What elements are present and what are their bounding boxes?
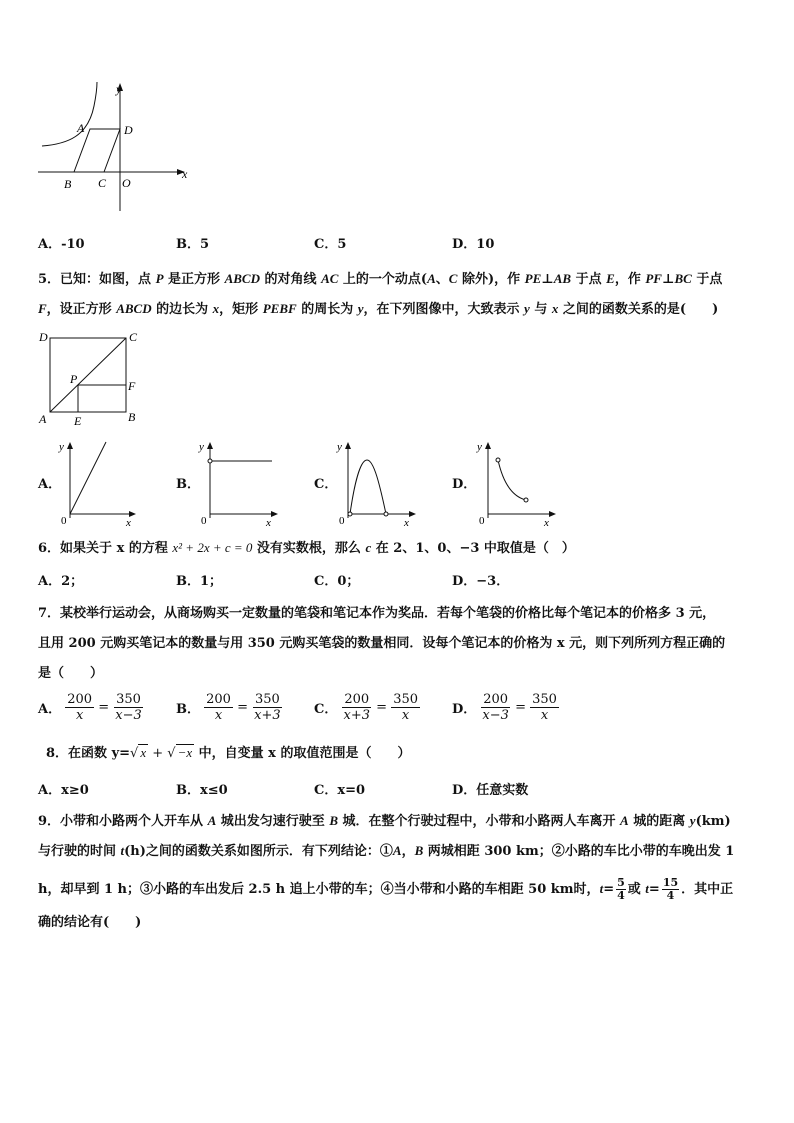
q5-text: 的边长为: [151, 302, 213, 317]
q6-option-d: D．−3．: [452, 574, 510, 589]
q7-c-left-den: x+3: [343, 708, 370, 723]
q5-line-2: [38, 298, 718, 321]
q7-c-right-den: x: [401, 708, 410, 723]
q7-a-left-den: x: [75, 708, 84, 723]
q9-text: 城出发匀速行驶至: [216, 814, 330, 829]
q7-c-left-num: 200: [344, 692, 370, 707]
q5-text: ，矩形: [219, 302, 263, 317]
q9-text: 9．小带和小路两个人开车从: [38, 814, 208, 829]
q5-option-b-label: B．: [176, 477, 200, 492]
q5-text: 于点: [571, 272, 607, 287]
q5-text: ，在下列图像中，大致表示: [363, 302, 525, 317]
q7-option-b-label: B．: [176, 702, 200, 717]
q5-text: 、: [435, 272, 449, 287]
q5d-open-point-left: [496, 458, 500, 462]
q4-label-y: y: [116, 82, 122, 96]
q9-line-3: [38, 874, 733, 905]
q5-option-b-graph: [198, 438, 282, 528]
q5a-label-x: x: [126, 517, 131, 528]
q4-option-d-label: D．: [452, 237, 477, 252]
q5-text: 上的一个动点(: [338, 272, 428, 287]
q5b-label-y: y: [199, 441, 204, 453]
q8-radicand-2: −x: [177, 745, 193, 760]
q5d-curve: [498, 460, 526, 500]
q5-text: 于点: [691, 272, 723, 287]
q5-text: 的周长为: [296, 302, 358, 317]
q5-text: ，设正方形: [46, 302, 117, 317]
q7-a-left-num: 200: [67, 692, 93, 707]
q9-text: 两城相距 300 km；②小路的车比小带的车晚出发 1: [423, 844, 735, 859]
q9-var-a: A: [207, 813, 217, 828]
q5-square-figure: [36, 328, 146, 428]
q9-text: (h)之间的函数关系如图所示．有下列结论：①: [124, 844, 393, 859]
q5-var-ac: AC: [321, 271, 339, 286]
q5c-x-arrow: [409, 511, 416, 517]
q5-label-a: A: [39, 412, 47, 426]
q5-label-c: C: [129, 330, 138, 344]
q5b-x-arrow: [271, 511, 278, 517]
q9-frac2-den: 4: [666, 889, 675, 902]
q9-line-1: [38, 810, 731, 833]
q7-b-right-fraction: [252, 692, 283, 723]
q4-label-a: A: [77, 121, 85, 135]
q5-label-p: P: [70, 372, 78, 386]
q4-option-a-value: -10: [61, 237, 85, 252]
q7-d-left-fraction: [480, 692, 511, 723]
q5-option-c-graph: [336, 438, 420, 528]
q9-var-t: t: [599, 881, 604, 896]
q9-line-4: 确的结论有( ): [38, 915, 142, 930]
q4-option-a: [38, 233, 85, 252]
q7-c-equals: =: [376, 700, 388, 715]
q6-var-c: c: [365, 540, 372, 555]
q7-d-right-fraction: [530, 692, 559, 723]
q5-var-e: E: [606, 271, 615, 286]
q5b-label-o: 0: [201, 515, 207, 527]
q7-option-c: [314, 692, 420, 723]
q5c-label-y: y: [337, 441, 342, 453]
q8-text: 中，自变量 x 的取值范围是（ ）: [194, 746, 411, 761]
q9-text: 与行驶的时间: [38, 844, 121, 859]
q5d-label-x: x: [544, 517, 549, 528]
q5-text: 的对角线: [260, 272, 322, 287]
q6-stem: [38, 537, 575, 560]
q5-option-c-label: C．: [314, 477, 338, 492]
q5-var-c: C: [448, 271, 458, 286]
q7-b-left-den: x: [214, 708, 223, 723]
q5d-x-arrow: [549, 511, 556, 517]
q5-var-pe-ab: PE⊥AB: [524, 271, 572, 286]
q5a-line: [70, 442, 106, 514]
q5-option-d-graph: [476, 438, 560, 528]
q9-text: 城的距离: [628, 814, 690, 829]
q8-option-a: A．x≥0: [38, 783, 89, 798]
q7-option-a: [38, 692, 144, 723]
q5c-label-o: 0: [339, 515, 345, 527]
q4-label-b: B: [64, 177, 72, 191]
q5-var-x: x: [212, 301, 220, 316]
q4-option-b: [176, 233, 209, 252]
q7-b-equals: =: [237, 700, 249, 715]
q5-var-p: P: [155, 271, 164, 286]
q7-a-right-den: x−3: [115, 708, 142, 723]
q8-option-b: B．x≤0: [176, 783, 228, 798]
q9-var-a: A: [620, 813, 629, 828]
q6-text: 6．如果关于 x 的方程: [38, 541, 173, 556]
q9-text: ．其中正: [681, 882, 734, 897]
q7-line-2: 且用 200 元购买笔记本的数量与用 350 元购买笔袋的数量相同．设每个笔记本的价格为 x 元，则下列所列方程正确的: [38, 636, 726, 651]
q9-var-t: t: [120, 843, 125, 858]
q8-text: 8．在函数 y=: [46, 746, 131, 761]
q5-option-a-graph: [58, 438, 138, 528]
q5-text: 是正方形: [163, 272, 225, 287]
q6-text: 在 2、1、0、−3 中取值是（ ）: [371, 541, 575, 556]
q5-var-y: y: [357, 301, 364, 316]
q8-option-c: C．x=0: [314, 783, 366, 798]
q6-text: 没有实数根，那么: [252, 541, 366, 556]
q5-text: 5．已知：如图，点: [38, 272, 156, 287]
q7-line-3: 是（ ）: [38, 666, 104, 681]
q7-d-equals: =: [515, 700, 526, 715]
q4-figure: [30, 78, 200, 218]
q8-stem: [46, 742, 410, 765]
q8-option-d: D．任意实数: [452, 783, 529, 798]
q5d-open-point-right: [524, 498, 528, 502]
q9-text: (km): [695, 814, 731, 829]
q7-d-left-den: x−3: [482, 708, 509, 723]
q9-text: h，却早到 1 h；③小路的车出发后 2.5 h 追上小带的车；④当小带和小路的车相距 50 km时，: [38, 882, 600, 897]
q5-var-abcd: ABCD: [116, 301, 152, 316]
q5-rectangle-pebf: [78, 385, 126, 412]
q9-text: 或: [627, 882, 646, 897]
q7-b-left-num: 200: [206, 692, 231, 707]
q4-option-c-label: C．: [314, 237, 338, 252]
q5-text: 之间的函数关系的是( ): [558, 302, 719, 317]
q7-d-right-num: 350: [532, 692, 557, 707]
q5-label-d: D: [39, 330, 48, 344]
q4-option-c-value: 5: [337, 237, 347, 252]
q9-text: =: [603, 882, 615, 897]
q5b-label-x: x: [266, 517, 271, 528]
q9-var-y: y: [689, 813, 696, 828]
q9-var-b: B: [329, 813, 338, 828]
q5-text: ，作: [614, 272, 646, 287]
q7-b-right-den: x+3: [254, 708, 281, 723]
q4-option-b-value: 5: [200, 237, 210, 252]
q5-var-x: x: [551, 301, 559, 316]
q9-text: ，: [401, 844, 415, 859]
q5-var-y: y: [524, 301, 530, 316]
q5c-curve: [350, 460, 386, 514]
q5d-label-o: 0: [479, 515, 485, 527]
q4-label-c: C: [98, 176, 107, 190]
q7-a-equals: =: [98, 700, 110, 715]
q5c-open-point-left: [348, 512, 352, 516]
q4-option-a-label: A．: [38, 237, 62, 252]
q7-option-d-label: D．: [452, 702, 477, 717]
q7-c-right-fraction: [391, 692, 420, 723]
q5-text: 除外)，作: [457, 272, 525, 287]
q6-option-c: C．0；: [314, 574, 360, 589]
q4-option-d-value: 10: [476, 237, 495, 252]
q4-parallelogram: [74, 129, 120, 172]
q9-var-t: t: [645, 881, 649, 896]
q9-frac1-den: 4: [617, 889, 625, 902]
sqrt-icon: √: [167, 746, 176, 761]
q6-option-b: B．1；: [176, 574, 223, 589]
q7-option-b: [176, 692, 283, 723]
q5-var-pf-bc: PF⊥BC: [645, 271, 692, 286]
q7-line-1: 7．某校举行运动会，从商场购买一定数量的笔袋和笔记本作为奖品．若每个笔袋的价格比每个笔记本的价格多 3 元，: [38, 606, 716, 621]
q5c-label-x: x: [404, 517, 409, 528]
q9-text: =: [648, 882, 660, 897]
q7-b-left-fraction: [204, 692, 233, 723]
q9-line-2: [38, 840, 734, 863]
q5-var-pebf: PEBF: [262, 301, 297, 316]
q5a-label-y: y: [59, 441, 64, 453]
q5-text: 与: [529, 302, 552, 317]
q5b-open-point: [208, 459, 212, 463]
q8-radicand-1: x: [140, 745, 147, 760]
q9-fraction-2: [662, 877, 679, 902]
q4-option-b-label: B．: [176, 237, 200, 252]
q9-var-b: B: [414, 843, 424, 858]
q6-equation: x² + 2x + c = 0: [172, 540, 253, 555]
sqrt-icon: √: [130, 746, 139, 761]
q6-option-a: A．2；: [38, 574, 84, 589]
q5d-y-arrow: [485, 442, 491, 449]
q4-option-d: [452, 233, 494, 252]
q4-curve: [42, 82, 97, 146]
q7-a-left-fraction: [65, 692, 94, 723]
q7-option-d: [452, 692, 559, 723]
q9-frac2-num: 15: [662, 876, 679, 889]
q4-option-c: [314, 233, 346, 252]
q4-label-o: O: [122, 176, 131, 190]
q7-option-c-label: C．: [314, 702, 338, 717]
q5-label-e: E: [74, 414, 82, 428]
q4-label-d: D: [124, 123, 133, 137]
q5-option-a-label: A．: [38, 477, 62, 492]
q9-var-a: A: [392, 843, 402, 858]
q5a-y-arrow: [67, 442, 73, 449]
q5d-label-y: y: [477, 441, 482, 453]
q9-text: 城．在整个行驶过程中，小带和小路两人车离开: [337, 814, 621, 829]
q5-option-d-label: D．: [452, 477, 477, 492]
q5-var-f: F: [38, 301, 47, 316]
q5-line-1: [38, 268, 722, 291]
q7-a-right-num: 350: [116, 692, 141, 707]
q7-b-right-num: 350: [254, 692, 280, 707]
q7-d-right-den: x: [540, 708, 549, 723]
q5-label-b: B: [128, 410, 136, 424]
q5c-open-point-right: [384, 512, 388, 516]
q5-diagonal: [50, 338, 126, 412]
q7-c-right-num: 350: [393, 692, 419, 707]
q5a-label-o: 0: [61, 515, 67, 527]
q7-d-left-num: 200: [483, 692, 509, 707]
q9-frac1-num: 5: [617, 876, 625, 889]
q4-label-x: x: [182, 167, 188, 181]
q5c-y-arrow: [345, 442, 351, 449]
q5-label-f: F: [128, 379, 136, 393]
q7-c-left-fraction: [342, 692, 373, 723]
q9-fraction-1: [616, 877, 626, 902]
q5-var-abcd: ABCD: [224, 271, 260, 286]
q5b-y-arrow: [207, 442, 213, 449]
q5-var-a: A: [427, 271, 436, 286]
q7-a-right-fraction: [113, 692, 144, 723]
q7-option-a-label: A．: [38, 702, 62, 717]
q8-plus: +: [148, 746, 168, 761]
